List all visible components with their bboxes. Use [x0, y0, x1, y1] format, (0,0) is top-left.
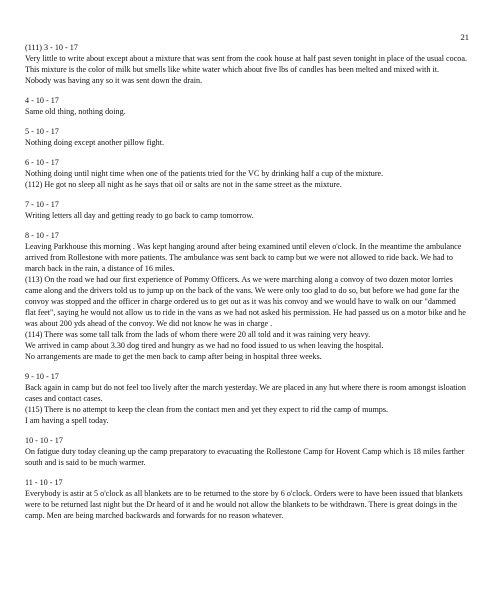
- page-number: 21: [460, 32, 469, 42]
- diary-entry: [25, 371, 467, 426]
- entry-date: 5 - 10 - 17: [25, 127, 59, 136]
- entry-paragraph: (114) There was some tall talk from the lads of whom there were 20 all told and it was raining very heavy.: [25, 330, 371, 339]
- diary-entry: [25, 435, 467, 468]
- entry-paragraph: (113) On the road we had our first experience of Pommy Officers. As we were marching along a convoy of two dozen motor lorries came along and the drivers told us to jump up on the back of the vans. We were only too glad to do so, but before we had gone far the convoy was stopped and the officer in charge ordered us to get out as it was his convoy and we would have to walk on our "dammed flat feet", saying he would not allow us to ride in the vans as we had not asked his permission. He had passed us on a motor bike and he was about 200 yds ahead of the convoy. We did not know he was in charge .: [25, 275, 466, 328]
- entry-paragraph: Very little to write about except about a mixture that was sent from the cook house at half past seven tonight in place of the usual cocoa. This mixture is the color of milk but smells like white water which about five lbs of candles has been melted and mixed with it. Nobody was having any so it was sent down the drain.: [25, 54, 468, 85]
- diary-entry: [25, 230, 467, 362]
- entry-date: 4 - 10 - 17: [25, 96, 59, 105]
- entry-paragraph: Writing letters all day and getting ready to go back to camp tomorrow.: [25, 211, 254, 220]
- entry-date: 8 - 10 - 17: [25, 231, 59, 240]
- entry-date: 11 - 10 - 17: [25, 478, 63, 487]
- diary-content: [25, 42, 467, 530]
- diary-entry: [25, 157, 467, 190]
- entry-paragraph: Nothing doing until night time when one of the patients tried for the VC by drinking half a cup of the mixture.: [25, 169, 384, 178]
- entry-date: 9 - 10 - 17: [25, 372, 59, 381]
- entry-paragraph: No arrangements are made to get the men back to camp after being in hospital three weeks.: [25, 352, 322, 361]
- entry-paragraph: Leaving Parkhouse this morning . Was kept hanging around after being examined until eleven o'clock. In the meantime the ambulance arrived from Rollestone with more patients. The ambulance was sent back to camp but we were not allowed to ride back. We had to march back in the rain, a distance of 16 miles.: [25, 242, 462, 273]
- entry-date: 6 - 10 - 17: [25, 158, 59, 167]
- entry-paragraph: Everybody is astir at 5 o'clock as all blankets are to be returned to the store by 6 o'clock. Orders were to have been issued that blankets were to be returned last night but the Dr heard of it and he would not allow the blankets to be withdrawn. There is great doings in the camp. Men are being marched backwards and forwards for no reason whatever.: [25, 489, 463, 520]
- diary-entry: [25, 199, 467, 221]
- entry-date: 7 - 10 - 17: [25, 200, 59, 209]
- entry-paragraph: (115) There is no attempt to keep the clean from the contact men and yet they expect to rid the camp of mumps.: [25, 405, 389, 414]
- entry-date: 10 - 10 - 17: [25, 436, 63, 445]
- entry-date: (111) 3 - 10 - 17: [25, 43, 78, 52]
- diary-entry: [25, 126, 467, 148]
- diary-entry: [25, 477, 467, 521]
- entry-paragraph: (112) He got no sleep all night as he says that oil or salts are not in the same street as the mixture.: [25, 180, 342, 189]
- entry-paragraph: On fatigue duty today cleaning up the camp preparatory to evacuating the Rollestone Camp for Hovent Camp which is 18 miles farther south and is said to be much warmer.: [25, 447, 465, 467]
- diary-entry: [25, 95, 467, 117]
- entry-paragraph: We arrived in camp about 3.30 dog tired and hungry as we had no food issued to us when leaving the hospital.: [25, 341, 384, 350]
- entry-paragraph: I am having a spell today.: [25, 416, 109, 425]
- diary-entry: [25, 42, 467, 86]
- entry-paragraph: Same old thing, nothing doing.: [25, 107, 126, 116]
- entry-paragraph: Nothing doing except another pillow fight.: [25, 138, 165, 147]
- entry-paragraph: Back again in camp but do not feel too lively after the march yesterday. We are placed in any hut where there is room amongst isloation cases and contact cases.: [25, 383, 466, 403]
